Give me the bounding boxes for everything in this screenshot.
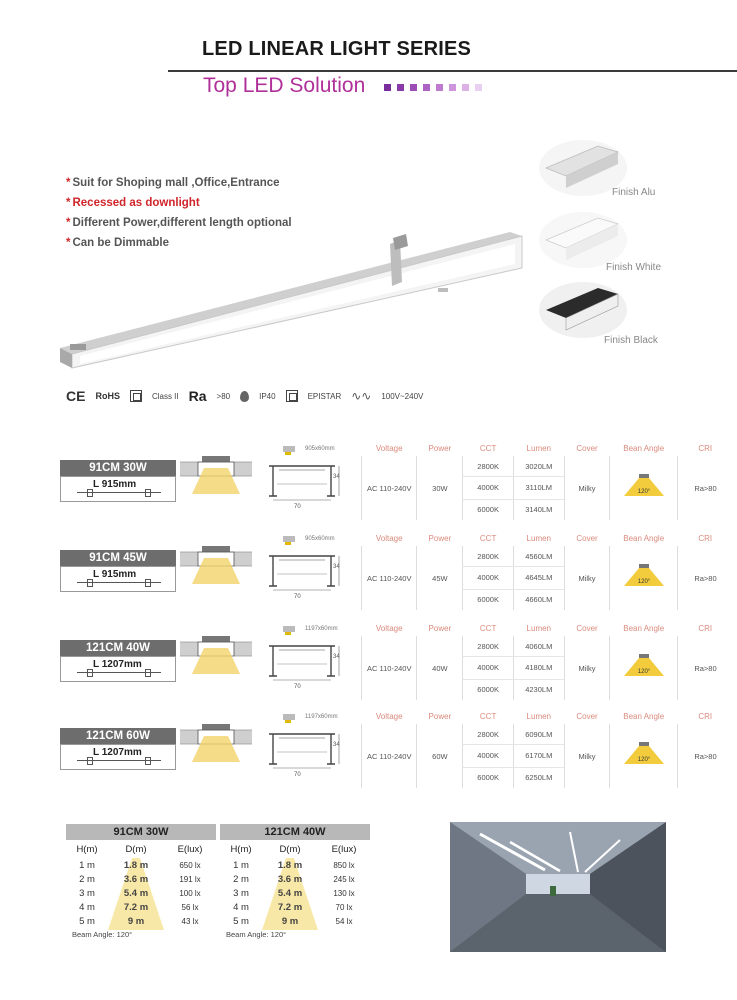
subtitle-dots: [384, 84, 482, 91]
spec-header: Cover: [576, 623, 598, 633]
recessed-beam-diagram: [180, 722, 252, 764]
ce-mark: CE: [66, 388, 86, 404]
spec-header: Lumen: [526, 443, 552, 453]
spec-header: CRI: [698, 443, 713, 453]
feature-item: * Recessed as downlight: [66, 197, 200, 209]
recessed-beam-diagram: [180, 544, 252, 586]
feature-item: * Suit for Shoping mall ,Office,Entrance: [66, 177, 280, 189]
spec-table: [361, 440, 733, 520]
spec-header: Power: [428, 443, 452, 453]
subtitle-dot: [449, 84, 456, 91]
certification-row: [66, 388, 423, 404]
spec-lumen: 3110LM: [513, 477, 564, 499]
subtitle-dot: [410, 84, 417, 91]
finish-black-label: Finish Black: [604, 335, 658, 346]
product-name: 91CM 30W: [60, 460, 176, 476]
page-subtitle: Top LED Solution: [203, 74, 366, 97]
asterisk-icon: *: [66, 217, 71, 229]
rohs-mark: RoHS: [95, 391, 120, 401]
spec-header: CCT: [479, 711, 497, 721]
profile-size: 905x60mm: [305, 446, 335, 452]
spec-beam-cell: [610, 456, 678, 520]
fixture-mini-icon: [77, 672, 161, 677]
ra-value: >80: [216, 391, 231, 401]
spec-cct: 6000K: [463, 679, 514, 700]
spec-cct: 6000K: [463, 499, 514, 520]
subtitle-dot: [397, 84, 404, 91]
spec-cct: 4000K: [463, 745, 514, 767]
spec-cct: 2800K: [463, 724, 514, 745]
fixture-mini-icon: [77, 760, 161, 765]
spec-beam-cell: [610, 724, 678, 788]
finish-white-label: Finish White: [606, 262, 662, 273]
spec-cct: 6000K: [463, 767, 514, 788]
spec-lumen: 4560LM: [513, 546, 564, 567]
table-row: 5 m 9 m 54 lx: [233, 915, 353, 927]
profile-width: 70: [294, 594, 301, 600]
table-row: 4 m 7.2 m 56 lx: [79, 901, 199, 913]
table-row: 2 m 3.6 m 245 lx: [233, 873, 355, 885]
product-row: [0, 530, 737, 620]
product-row: [0, 620, 737, 710]
spec-header-row: [362, 440, 734, 456]
linear-light-illustration: [60, 220, 530, 370]
spec-power: 40W: [417, 636, 463, 700]
table-row: 5 m 9 m 43 lx: [79, 915, 199, 927]
profile-height: 34: [333, 654, 340, 660]
profile-width: 70: [294, 684, 301, 690]
spec-header: Voltage: [375, 711, 403, 721]
recessed-beam-diagram: [180, 634, 252, 676]
profile-height: 34: [333, 742, 340, 748]
spec-beam-cell: [610, 546, 678, 610]
spec-header: CRI: [698, 533, 713, 543]
table-row: 3 m 5.4 m 130 lx: [233, 887, 355, 899]
spec-cover: Milky: [564, 546, 610, 610]
spec-header: Power: [428, 533, 452, 543]
profile-height: 34: [333, 564, 340, 570]
spec-header: Voltage: [375, 533, 403, 543]
table-row: 4 m 7.2 m 70 lx: [233, 901, 353, 913]
product-row: [0, 708, 737, 798]
spec-header: Voltage: [375, 623, 403, 633]
table-row: 1 m 1.8 m 650 lx: [79, 859, 201, 871]
recessed-beam-diagram: [180, 454, 252, 496]
spec-header: CCT: [479, 443, 497, 453]
spec-lumen: 3140LM: [513, 499, 564, 520]
spec-voltage: AC 110-240V: [362, 724, 417, 788]
product-length: L 915mm: [93, 479, 137, 490]
spec-header: Voltage: [375, 443, 403, 453]
spec-header: Cover: [576, 443, 598, 453]
spec-lumen: 6090LM: [513, 724, 564, 745]
spec-header: Lumen: [526, 711, 552, 721]
profile-height: 34: [333, 474, 340, 480]
spec-lumen: 4060LM: [513, 636, 564, 657]
subtitle-dot: [462, 84, 469, 91]
spec-cct: 6000K: [463, 589, 514, 610]
product-length: L 1207mm: [93, 659, 142, 670]
feature-item: * Different Power,different length optional: [66, 217, 292, 229]
beam-angle-value: 120°: [637, 579, 650, 585]
spec-beam-cell: [610, 636, 678, 700]
spec-cct: 4000K: [463, 657, 514, 679]
spec-cri: Ra>80: [677, 636, 733, 700]
ac-wave-icon: ∿∿: [351, 389, 372, 403]
asterisk-icon: *: [66, 177, 71, 189]
beam-angle-value: 120°: [637, 757, 650, 763]
spec-lumen: 3020LM: [513, 456, 564, 477]
spec-cct: 2800K: [463, 546, 514, 567]
product-length: L 915mm: [93, 569, 137, 580]
spec-lumen: 4230LM: [513, 679, 564, 700]
profile-width: 70: [294, 504, 301, 510]
spec-cct: 4000K: [463, 477, 514, 499]
class-label: Class II: [151, 391, 179, 401]
profile-size: 905x60mm: [305, 536, 335, 542]
spec-header: Bean Angle: [623, 533, 665, 543]
spec-header: Power: [428, 711, 452, 721]
spec-voltage: AC 110-240V: [362, 456, 417, 520]
asterisk-icon: *: [66, 197, 71, 209]
spec-header: Lumen: [526, 533, 552, 543]
spec-cover: Milky: [564, 636, 610, 700]
spec-voltage: AC 110-240V: [362, 546, 417, 610]
spec-lumen: 4660LM: [513, 589, 564, 610]
spec-header: Power: [428, 623, 452, 633]
spec-voltage: AC 110-240V: [362, 636, 417, 700]
finish-white-image: [538, 210, 628, 270]
spec-cri: Ra>80: [677, 724, 733, 788]
illuminance-table: [220, 824, 370, 939]
product-length-box: [60, 744, 176, 770]
spec-header: Bean Angle: [623, 443, 665, 453]
illuminance-table: [66, 824, 216, 939]
spec-cct: 2800K: [463, 456, 514, 477]
water-drop-icon: [240, 391, 249, 402]
spec-header: CRI: [698, 623, 713, 633]
spec-table: [361, 620, 733, 700]
spec-header: Lumen: [526, 623, 552, 633]
subtitle-dot: [436, 84, 443, 91]
spec-header: Bean Angle: [623, 623, 665, 633]
beam-angle-value: 120°: [637, 489, 650, 495]
profile-size: 1197x60mm: [305, 714, 338, 720]
spec-cri: Ra>80: [677, 456, 733, 520]
subtitle-dot: [384, 84, 391, 91]
ra-mark: Ra: [188, 388, 207, 404]
spec-header: Cover: [576, 711, 598, 721]
title-divider: [168, 70, 737, 72]
spec-power: 45W: [417, 546, 463, 610]
spec-power: 60W: [417, 724, 463, 788]
product-length-box: [60, 656, 176, 682]
spec-cct: 2800K: [463, 636, 514, 657]
profile-width: 70: [294, 772, 301, 778]
spec-header: CCT: [479, 533, 497, 543]
product-length-box: [60, 566, 176, 592]
spec-cover: Milky: [564, 456, 610, 520]
illuminance-table-header: H(m) D(m) E(lux): [230, 843, 357, 855]
spec-table: [361, 530, 733, 610]
spec-header: CRI: [698, 711, 713, 721]
spec-header-row: [362, 708, 734, 724]
product-name: 121CM 40W: [60, 640, 176, 656]
product-name: 121CM 60W: [60, 728, 176, 744]
beam-angle-icon: [622, 742, 666, 768]
voltage-label: 100V~240V: [381, 391, 424, 401]
product-length: L 1207mm: [93, 747, 142, 758]
spec-header: Bean Angle: [623, 711, 665, 721]
finish-alu-label: Finish Alu: [612, 187, 656, 198]
corridor-application-photo: [450, 822, 666, 952]
spec-lumen: 6250LM: [513, 767, 564, 788]
beam-angle-icon: [622, 564, 666, 590]
spec-lumen: 4645LM: [513, 567, 564, 589]
profile-size: 1197x60mm: [305, 626, 338, 632]
spec-power: 30W: [417, 456, 463, 520]
subtitle-dot: [423, 84, 430, 91]
illuminance-table-title: 121CM 40W: [220, 824, 370, 840]
illuminance-table-header: H(m) D(m) E(lux): [76, 843, 203, 855]
subtitle-dot: [475, 84, 482, 91]
spec-header: CCT: [479, 623, 497, 633]
table-row: 3 m 5.4 m 100 lx: [79, 887, 201, 899]
illuminance-table-title: 91CM 30W: [66, 824, 216, 840]
product-name: 91CM 45W: [60, 550, 176, 566]
spec-table: [361, 708, 733, 788]
spec-header: Cover: [576, 533, 598, 543]
page-title: LED LINEAR LIGHT SERIES: [202, 38, 472, 60]
spec-cover: Milky: [564, 724, 610, 788]
fixture-mini-icon: [77, 492, 161, 497]
table-row: 2 m 3.6 m 191 lx: [79, 873, 201, 885]
spec-cri: Ra>80: [677, 546, 733, 610]
spec-cct: 4000K: [463, 567, 514, 589]
spec-lumen: 4180LM: [513, 657, 564, 679]
fixture-mini-icon: [77, 582, 161, 587]
feature-item: * Can be Dimmable: [66, 237, 169, 249]
class-ii-icon: [130, 390, 142, 402]
spec-header-row: [362, 530, 734, 546]
ip-rating: IP40: [259, 391, 276, 401]
spec-lumen: 6170LM: [513, 745, 564, 767]
table-row: 1 m 1.8 m 850 lx: [233, 859, 355, 871]
finish-black-image: [538, 280, 628, 340]
epistar-label: EPISTAR: [307, 391, 342, 401]
spec-header-row: [362, 620, 734, 636]
product-length-box: [60, 476, 176, 502]
asterisk-icon: *: [66, 237, 71, 249]
beam-angle-icon: [622, 474, 666, 500]
beam-angle-note: Beam Angle: 120°: [72, 930, 133, 939]
beam-angle-note: Beam Angle: 120°: [226, 930, 287, 939]
product-row: [0, 440, 737, 530]
chip-icon: [286, 390, 298, 402]
beam-angle-value: 120°: [637, 669, 650, 675]
beam-angle-icon: [622, 654, 666, 680]
